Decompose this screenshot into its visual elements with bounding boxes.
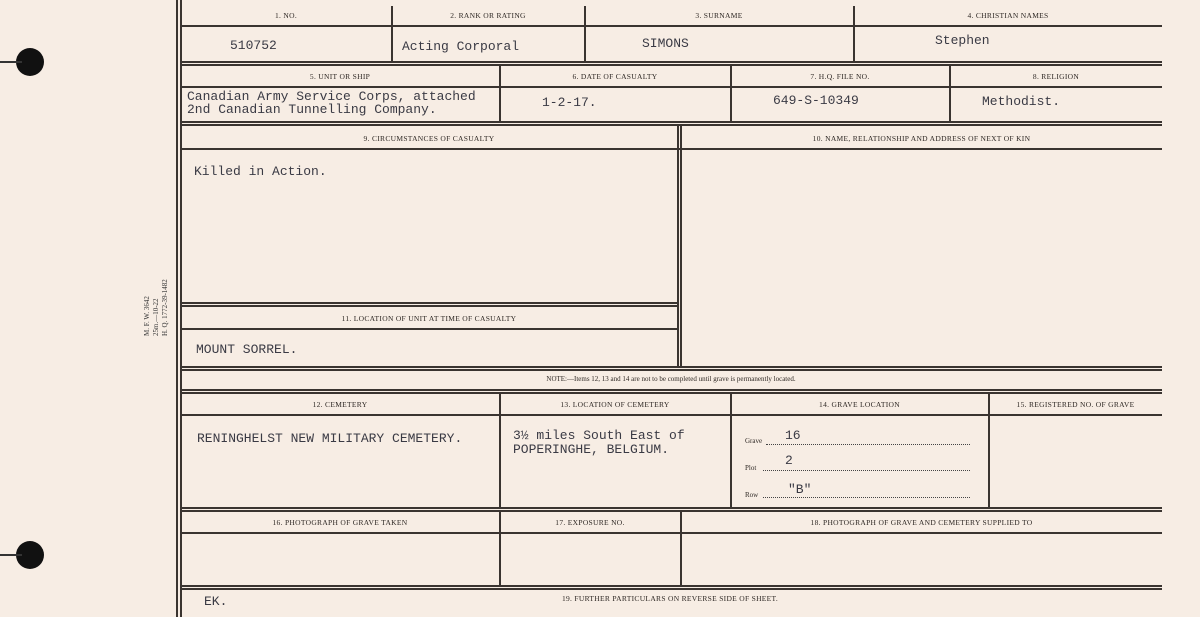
- field-rank: Acting Corporal: [402, 39, 520, 54]
- side-print-line-3: H. Q. 1772-39-1482: [161, 279, 169, 336]
- punch-hole-bottom-mark: [0, 554, 22, 556]
- header-hq-file: 7. H.Q. FILE NO.: [810, 72, 870, 81]
- header-rank: 2. RANK OR RATING: [450, 11, 526, 20]
- row4-header-line: [180, 414, 1162, 416]
- header-surname: 3. SURNAME: [695, 11, 743, 20]
- row4-divider-2: [730, 392, 732, 508]
- grave-label: Grave: [745, 437, 763, 445]
- field-unit-line2: 2nd Canadian Tunnelling Company.: [187, 102, 437, 117]
- header-circumstances: 9. CIRCUMSTANCES OF CASUALTY: [363, 134, 495, 143]
- side-print: [143, 276, 170, 336]
- header-no: 1. NO.: [274, 11, 297, 20]
- header-grave-location: 14. GRAVE LOCATION: [819, 400, 900, 409]
- row-label: Row: [745, 491, 759, 499]
- field-christian-names: Stephen: [935, 33, 990, 48]
- note-top-line-2: [180, 369, 1162, 371]
- punch-hole-top-mark: [0, 61, 22, 63]
- plot-label: Plot: [745, 464, 757, 472]
- note-text: NOTE:—Items 12, 13 and 14 are not to be completed until grave is permanently located.: [546, 375, 796, 383]
- field-plot: 2: [785, 453, 793, 468]
- header-location-of-cemetery: 13. LOCATION OF CEMETERY: [560, 400, 670, 409]
- header-unit: 5. UNIT OR SHIP: [309, 72, 371, 81]
- row4-divider-3: [988, 392, 990, 508]
- header-religion: 8. RELIGION: [1032, 72, 1080, 81]
- row2-bottom-line-2: [180, 124, 1162, 126]
- plot-dotline: [763, 470, 970, 471]
- field-cemetery-location-line2: POPERINGHE, BELGIUM.: [513, 442, 670, 457]
- row-dotline: [763, 497, 970, 498]
- row4-bottom-line-2: [180, 510, 1162, 512]
- note-top-line: [180, 366, 1162, 368]
- header-further-particulars: 19. FURTHER PARTICULARS ON REVERSE SIDE OF SHEET.: [561, 594, 779, 603]
- row1-bottom-line-2: [180, 64, 1162, 66]
- row3-header-line: [180, 148, 1162, 150]
- row1-bottom-line: [180, 61, 1162, 63]
- row4-divider-1: [499, 392, 501, 508]
- header-date: 6. DATE OF CASUALTY: [572, 72, 658, 81]
- footer-top-line: [180, 585, 1162, 587]
- field-location-of-unit: MOUNT SORREL.: [196, 342, 298, 357]
- header-next-of-kin: 10. NAME, RELATIONSHIP AND ADDRESS OF NEXT OF KIN: [812, 134, 1031, 143]
- field-religion: Methodist.: [982, 94, 1061, 109]
- side-print-line-2: 25m.—10-22: [152, 298, 160, 336]
- field-hq-file: 649-S-10349: [773, 93, 859, 108]
- footer-top-line-2: [180, 588, 1162, 590]
- field-date: 1-2-17.: [542, 95, 597, 110]
- header-photograph-taken: 16. PHOTOGRAPH OF GRAVE TAKEN: [272, 518, 408, 527]
- header-christian-names: 4. CHRISTIAN NAMES: [967, 11, 1049, 20]
- field-cemetery-location-line1: 3½ miles South East of: [513, 428, 685, 443]
- side-print-line-1: M. F. W. 3642: [143, 296, 151, 336]
- field-unit-line1: Canadian Army Service Corps, attached: [187, 89, 476, 104]
- header-cemetery: 12. CEMETERY: [312, 400, 368, 409]
- header-photograph-supplied: 18. PHOTOGRAPH OF GRAVE AND CEMETERY SUPPLIED TO: [810, 518, 1033, 527]
- row1-header-line: [180, 25, 1162, 27]
- row3-inner-header-line: [180, 328, 677, 330]
- row2-bottom-line: [180, 121, 1162, 123]
- field-surname: SIMONS: [642, 36, 689, 51]
- row5-header-line: [180, 532, 1162, 534]
- field-grave: 16: [785, 428, 801, 443]
- frame-left-outer: [176, 0, 178, 617]
- field-row: "B": [788, 482, 812, 497]
- row3-divider-2: [680, 124, 682, 366]
- header-exposure-no: 17. EXPOSURE NO.: [555, 518, 625, 527]
- note-bottom-line-2: [180, 392, 1162, 394]
- row2-header-line: [180, 86, 1162, 88]
- header-registered-no: 15. REGISTERED NO. OF GRAVE: [1016, 400, 1135, 409]
- field-cemetery: RENINGHELST NEW MILITARY CEMETERY.: [197, 431, 463, 446]
- field-number: 510752: [230, 38, 277, 53]
- note-bottom-line: [180, 389, 1162, 391]
- row3-inner-line-2: [180, 305, 677, 307]
- grave-dotline: [766, 444, 970, 445]
- row4-bottom-line: [180, 507, 1162, 509]
- field-initials: EK.: [204, 594, 228, 609]
- header-location-of-unit: 11. LOCATION OF UNIT AT TIME OF CASUALTY: [341, 314, 517, 323]
- field-circumstances: Killed in Action.: [194, 164, 327, 179]
- row3-inner-line: [180, 302, 677, 304]
- row3-divider: [677, 124, 679, 366]
